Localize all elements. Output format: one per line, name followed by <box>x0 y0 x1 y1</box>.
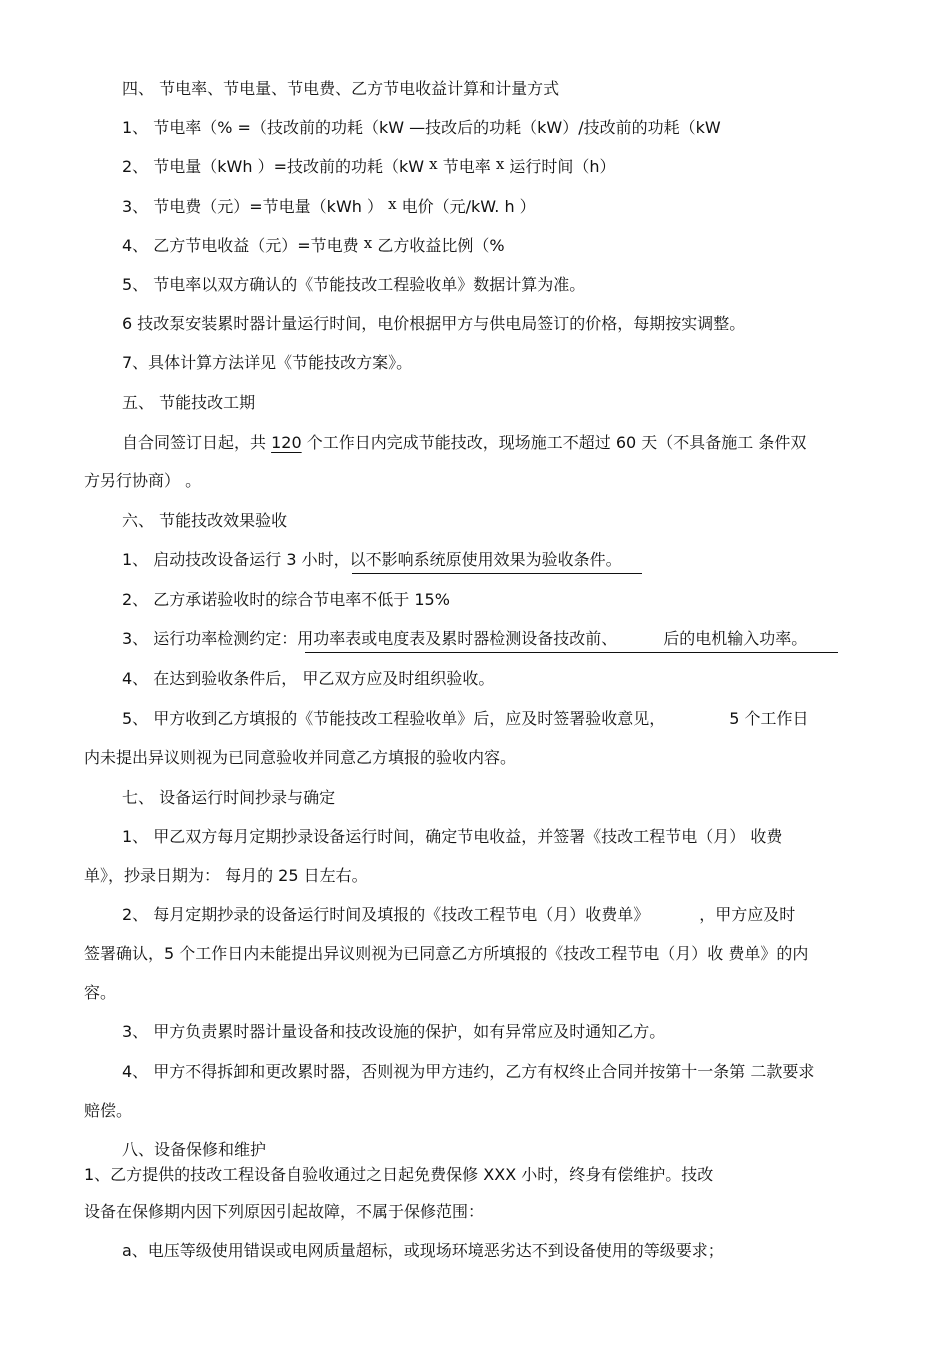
sec4-item-2-part-c: 运行时间（h） <box>504 157 616 176</box>
acceptance-condition-text: 以不影响系统原使用效果为验收条件。 <box>349 550 622 569</box>
work-days-value: 120 <box>271 433 302 452</box>
sec4-item-6: 6 技改泵安装累时器计量运行时间，电价根据甲方与供电局签订的价格，每期按实调整。 <box>122 314 746 333</box>
sec6-item-5-part-b: 5 个工作日 <box>729 709 809 728</box>
sec8-item-1-line-1: 1、乙方提供的技改工程设备自验收通过之日起免费保修 XXX 小时，终身有偿维护。技改 <box>84 1165 714 1184</box>
section-6-heading: 六、 节能技改效果验收 <box>122 511 288 530</box>
sec7-item-2-part-a: 2、 每月定期抄录的设备运行时间及填报的《技改工程节电（月）收费单》 <box>122 905 650 924</box>
sec4-item-1: 1、 节电率（% =（技改前的功耗（kW —技改后的功耗（kW）/技改前的功耗（kW <box>122 118 721 137</box>
section-4-heading: 四、 节电率、节电量、节电费、乙方节电收益计算和计量方式 <box>122 79 560 98</box>
sec6-item-3 <box>122 628 807 650</box>
sec6-item-1 <box>122 549 622 571</box>
sec4-item-3 <box>122 196 536 218</box>
sec6-item-3-part-a: 3、 运行功率检测约定： <box>122 629 298 648</box>
sec4-item-2-part-b: 节电率 <box>437 157 496 176</box>
sec6-item-2: 2、 乙方承诺验收时的综合节电率不低于 15% <box>122 590 450 609</box>
sec5-para-line-2: 方另行协商） 。 <box>84 471 202 490</box>
sec6-item-4: 4、 在达到验收条件后， 甲乙双方应及时组织验收。 <box>122 669 495 688</box>
sec4-item-4-part-a: 4、 乙方节电收益（元）=节电费 <box>122 236 364 255</box>
sec6-item-5-line-1 <box>122 708 809 730</box>
sec6-item-5-part-a: 5、 甲方收到乙方填报的《节能技改工程验收单》后，应及时签署验收意见， <box>122 709 666 728</box>
sec7-item-2-part-b: ，甲方应及时 <box>699 905 796 924</box>
section-7-heading: 七、 设备运行时间抄录与确定 <box>122 788 336 807</box>
sec4-item-5: 5、 节电率以双方确认的《节能技改工程验收单》数据计算为准。 <box>122 275 586 294</box>
sec7-item-1-line-2: 单》，抄录日期为： 每月的 25 日左右。 <box>84 866 368 885</box>
sec7-item-2-line-2: 签署确认，5 个工作日内未能提出异议则视为已同意乙方所填报的《技改工程节电（月）收 费单》的内 <box>84 944 809 963</box>
sec7-item-4-line-1: 4、 甲方不得拆卸和更改累时器，否则视为甲方违约，乙方有权终止合同并按第十一条第 二款要求 <box>122 1062 815 1081</box>
power-test-method-text-end: 后的电机输入功率。 <box>663 629 808 648</box>
sec8-item-a: a、电压等级使用错误或电网质量超标，或现场环境恶劣达不到设备使用的等级要求； <box>122 1241 724 1260</box>
sec4-item-3-part-b: 电价（元/kW. h ） <box>396 197 536 216</box>
section-8-heading: 八、设备保修和维护 <box>122 1140 267 1159</box>
underline-rule <box>352 573 642 574</box>
sec5-para-part-b: 个工作日内完成节能技改，现场施工不超过 60 天（不具备施工 条件双 <box>301 433 807 452</box>
sec7-item-4-line-2: 赔偿。 <box>84 1101 133 1120</box>
sec7-item-2-line-1 <box>122 904 795 926</box>
multiply-symbol: x <box>363 234 373 252</box>
sec8-item-1-line-2: 设备在保修期内因下列原因引起故障，不属于保修范围： <box>84 1202 485 1221</box>
sec6-item-5-line-2: 内未提出异议则视为已同意验收并同意乙方填报的验收内容。 <box>84 748 517 767</box>
sec7-item-3: 3、 甲方负责累时器计量设备和技改设施的保护，如有异常应及时通知乙方。 <box>122 1022 666 1041</box>
sec4-item-4 <box>122 235 505 257</box>
sec5-para-line-1 <box>122 432 806 454</box>
sec4-item-2 <box>122 156 616 178</box>
section-5-heading: 五、 节能技改工期 <box>122 393 256 412</box>
sec7-item-2-line-3: 容。 <box>84 983 117 1002</box>
sec4-item-7: 7、具体计算方法详见《节能技改方案》。 <box>122 353 413 372</box>
sec4-item-4-part-b: 乙方收益比例（% <box>372 236 505 255</box>
underline-rule <box>305 652 838 653</box>
sec7-item-1-line-1: 1、 甲乙双方每月定期抄录设备运行时间，确定节电收益，并签署《技改工程节电（月） 收费 <box>122 827 783 846</box>
sec4-item-2-part-a: 2、 节电量（kWh ）=技改前的功耗（kW <box>122 157 430 176</box>
sec5-para-part-a: 自合同签订日起，共 <box>122 433 272 452</box>
multiply-symbol: x <box>429 155 438 173</box>
sec4-item-3-part-a: 3、 节电费（元）=节电量（kWh ） <box>122 197 389 216</box>
sec6-item-1-part-a: 1、 启动技改设备运行 3 小时， <box>122 550 350 569</box>
multiply-symbol: x <box>495 155 505 173</box>
multiply-symbol: x <box>388 195 397 213</box>
power-test-method-text: 用功率表或电度表及累时器检测设备技改前、 <box>297 629 618 648</box>
